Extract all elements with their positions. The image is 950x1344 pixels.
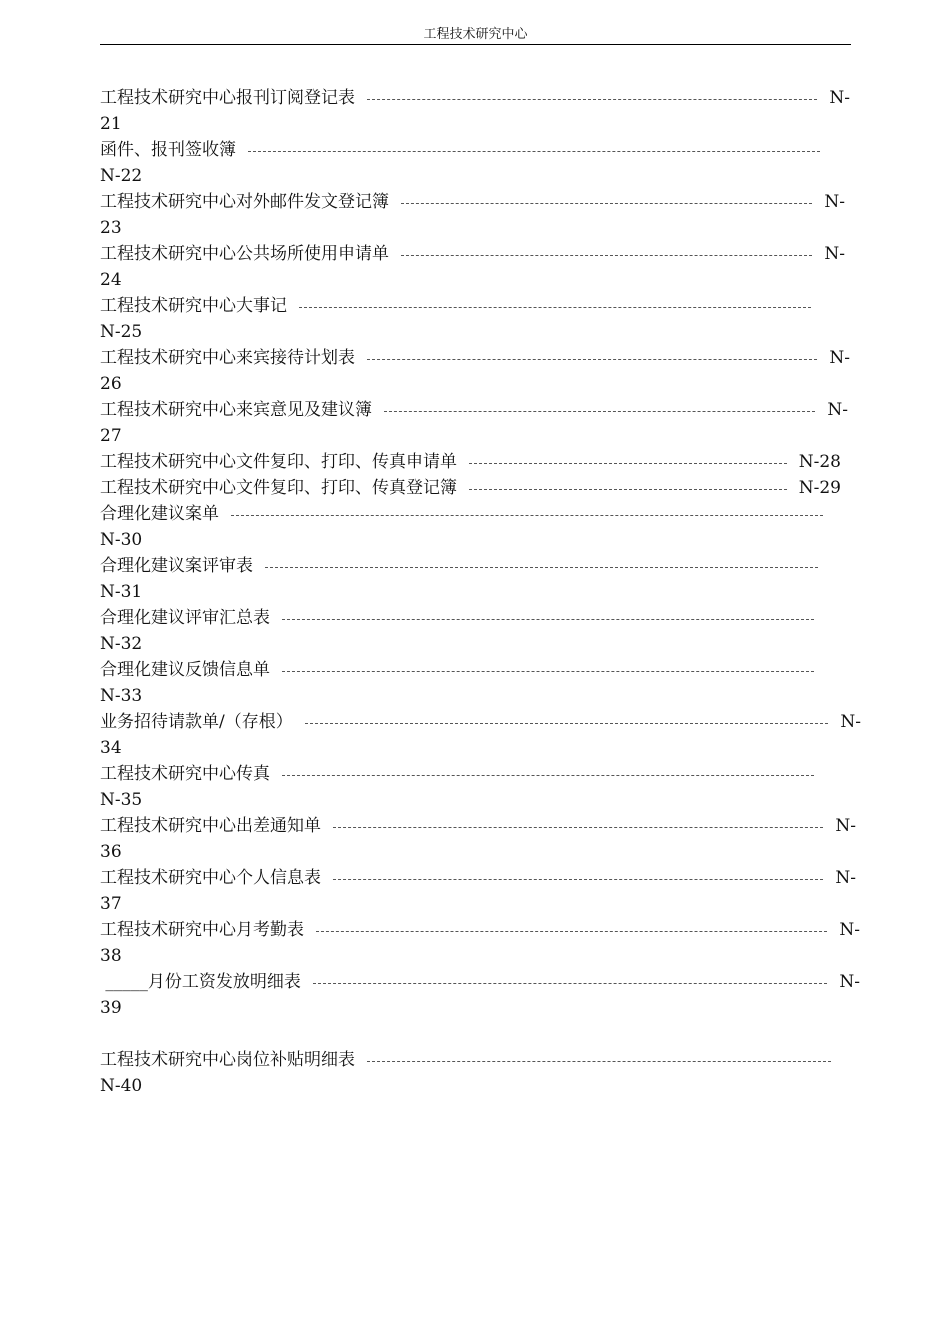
toc-entry-page: N- (835, 868, 856, 888)
toc-entry-title: 工程技术研究中心月考勤表 (100, 920, 304, 940)
dot-leader (401, 255, 812, 256)
dot-leader (282, 671, 814, 672)
header-rule (100, 44, 851, 45)
toc-entry-page: N-28 (798, 452, 841, 472)
toc-entry[interactable] (100, 397, 851, 449)
toc-entry-page: N- (829, 88, 850, 108)
toc-entry-title: 工程技术研究中心文件复印、打印、传真申请单 (100, 452, 457, 472)
toc-entry[interactable] (100, 1047, 851, 1099)
toc-entry[interactable] (100, 553, 851, 605)
dot-leader (469, 463, 787, 464)
toc-entry[interactable] (100, 241, 851, 293)
toc-entry-title: 工程技术研究中心公共场所使用申请单 (100, 244, 389, 264)
toc-entry-line (100, 85, 850, 111)
dot-leader (333, 827, 823, 828)
toc-entry[interactable] (100, 865, 856, 917)
toc-entry-page: N- (840, 712, 861, 732)
toc-entry-line (100, 449, 841, 475)
table-of-contents (100, 85, 861, 1099)
toc-entry-page-wrap: 24 (100, 270, 122, 290)
toc-entry-title: 业务招待请款单/（存根） (100, 712, 293, 732)
dot-leader (305, 723, 829, 724)
toc-entry-page-wrap: N-25 (100, 322, 143, 342)
toc-entry[interactable] (100, 85, 851, 137)
dot-leader (316, 931, 827, 932)
toc-entry-page-wrap: 38 (100, 946, 122, 966)
toc-entry-line (100, 813, 856, 839)
toc-entry[interactable] (100, 709, 861, 761)
toc-entry-line (100, 917, 860, 943)
toc-entry[interactable] (100, 475, 851, 501)
toc-entry-line (100, 293, 823, 319)
toc-entry-line (100, 709, 861, 735)
toc-entry[interactable] (100, 345, 851, 397)
toc-entry[interactable] (100, 449, 851, 475)
dot-leader (231, 515, 823, 516)
toc-entry-title: 函件、报刊签收簿 (100, 140, 236, 160)
toc-entry-page-wrap: 23 (100, 218, 122, 238)
toc-entry-title: _____月份工资发放明细表 (100, 972, 301, 992)
toc-entry[interactable] (100, 293, 851, 345)
toc-entry-title: 工程技术研究中心传真 (100, 764, 270, 784)
toc-entry-page-wrap: N-32 (100, 634, 143, 654)
toc-entry-page: N- (827, 400, 848, 420)
toc-entry-title: 工程技术研究中心来宾接待计划表 (100, 348, 355, 368)
toc-entry-line (100, 605, 826, 631)
toc-entry-line (100, 969, 860, 995)
toc-entry-page: N- (824, 244, 845, 264)
toc-entry-line (100, 761, 826, 787)
toc-entry-title: 合理化建议案评审表 (100, 556, 253, 576)
toc-entry-page-wrap: N-35 (100, 790, 143, 810)
toc-entry-title: 工程技术研究中心来宾意见及建议簿 (100, 400, 372, 420)
toc-entry-page-wrap: 27 (100, 426, 122, 446)
toc-entry-title: 合理化建议评审汇总表 (100, 608, 270, 628)
toc-entry-title: 工程技术研究中心出差通知单 (100, 816, 321, 836)
dot-leader (299, 307, 811, 308)
toc-entry-page-wrap: 26 (100, 374, 122, 394)
toc-entry-line (100, 475, 841, 501)
toc-entry-title: 工程技术研究中心个人信息表 (100, 868, 321, 888)
blank-line (100, 1021, 851, 1047)
toc-entry[interactable] (100, 761, 851, 813)
toc-entry-line (100, 137, 832, 163)
dot-leader (367, 1061, 831, 1062)
toc-entry-page-wrap: 39 (100, 998, 122, 1018)
toc-entry-page: N-29 (798, 478, 841, 498)
toc-entry-title: 工程技术研究中心大事记 (100, 296, 287, 316)
toc-entry-line (100, 657, 826, 683)
toc-entry[interactable] (100, 657, 851, 709)
dot-leader (313, 983, 827, 984)
dot-leader (265, 567, 818, 568)
toc-entry-page-wrap: N-33 (100, 686, 143, 706)
dot-leader (367, 99, 817, 100)
toc-entry-line (100, 501, 835, 527)
toc-entry-page: N- (839, 972, 860, 992)
toc-entry-title: 工程技术研究中心岗位补贴明细表 (100, 1050, 355, 1070)
dot-leader (333, 879, 823, 880)
toc-entry-title: 合理化建议案单 (100, 504, 219, 524)
toc-entry[interactable] (100, 917, 860, 969)
toc-entry-line (100, 189, 845, 215)
toc-entry-page-wrap: 37 (100, 894, 122, 914)
toc-entry-page-wrap: 36 (100, 842, 122, 862)
toc-entry-line (100, 241, 845, 267)
toc-entry-page: N- (839, 920, 860, 940)
toc-entry-line (100, 865, 856, 891)
toc-entry-page-wrap: N-40 (100, 1076, 143, 1096)
toc-entry-page-wrap: 34 (100, 738, 122, 758)
toc-entry-page-wrap: N-30 (100, 530, 143, 550)
toc-entry-title: 工程技术研究中心对外邮件发文登记簿 (100, 192, 389, 212)
toc-entry-page: N- (829, 348, 850, 368)
toc-entry-title: 合理化建议反馈信息单 (100, 660, 270, 680)
dot-leader (282, 619, 814, 620)
toc-entry[interactable] (100, 189, 851, 241)
dot-leader (401, 203, 812, 204)
toc-entry-title: 工程技术研究中心报刊订阅登记表 (100, 88, 355, 108)
dot-leader (367, 359, 817, 360)
toc-entry-page: N- (835, 816, 856, 836)
dot-leader (248, 151, 820, 152)
toc-entry-title: 工程技术研究中心文件复印、打印、传真登记簿 (100, 478, 457, 498)
toc-entry-page: N- (824, 192, 845, 212)
toc-entry-line (100, 345, 850, 371)
dot-leader (282, 775, 814, 776)
toc-entry[interactable] (100, 969, 860, 1021)
toc-entry[interactable] (100, 813, 856, 865)
dot-leader (384, 411, 815, 412)
toc-entry[interactable] (100, 605, 851, 657)
dot-leader (469, 489, 787, 490)
toc-entry-page-wrap: N-31 (100, 582, 143, 602)
toc-entry-line (100, 1047, 843, 1073)
toc-entry-line (100, 553, 830, 579)
toc-entry-page-wrap: N-22 (100, 166, 143, 186)
toc-entry-line (100, 397, 848, 423)
toc-entry-page-wrap: 21 (100, 114, 122, 134)
toc-entry[interactable] (100, 501, 851, 553)
page-header: 工程技术研究中心 (423, 27, 528, 42)
toc-entry[interactable] (100, 137, 851, 189)
